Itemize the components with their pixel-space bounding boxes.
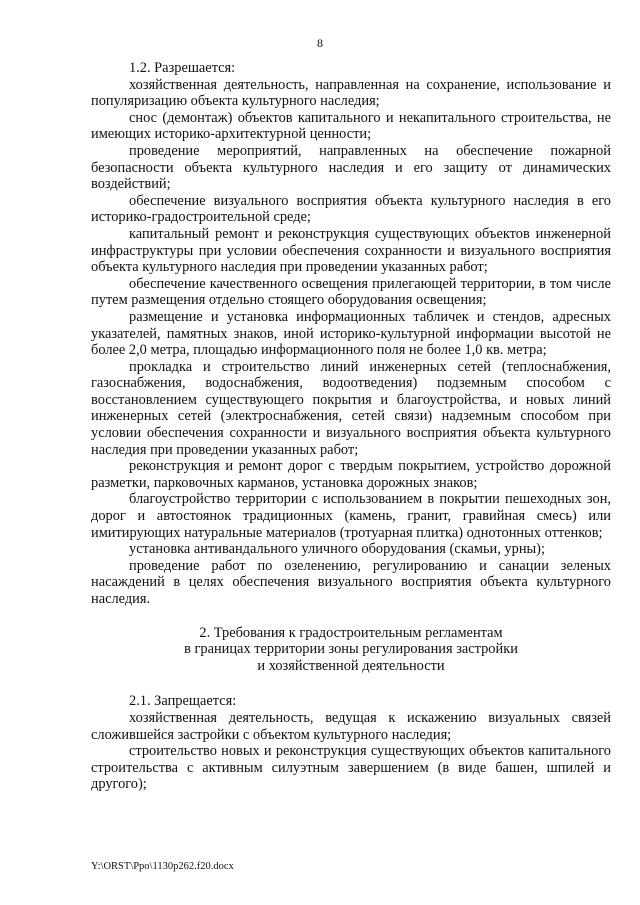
heading-line: в границах территории зоны регулирования застройки (184, 641, 518, 658)
paragraph: проведение мероприятий, направленных на обеспечение пожарной безопасности объекта культурного наследия и его защиту от динамических воздействий; (91, 142, 611, 193)
paragraph: обеспечение качественного освещения прилегающей территории, в том числе путем размещения отдельно стоящего оборудования освещения; (91, 275, 611, 309)
paragraph: реконструкция и ремонт дорог с твердым покрытием, устройство дорожной разметки, парковочных карманов, установка дорожных знаков; (91, 458, 611, 491)
footer-file-path: Y:\ORST\Ppo\1130p262.f20.docx (91, 861, 234, 872)
section-1-2-title: 1.2. Разрешается: (129, 60, 236, 76)
section-2-1-title: 2.1. Запрещается: (129, 693, 237, 710)
section-2-heading (91, 625, 611, 675)
document-body (91, 60, 611, 793)
paragraph: обеспечение визуального восприятия объекта культурного наследия в его историко-градостроительной среде; (91, 192, 611, 226)
paragraph: капитальный ремонт и реконструкция существующих объектов инженерной инфраструктуры при условии обеспечения сохранности и визуального восприятия объекта культурного наследия при проведении указанных работ; (91, 225, 611, 276)
paragraph: прокладка и строительство линий инженерных сетей (теплоснабжения, газоснабжения, водоснабжения, водоотведения) подземным способом с восстановлением существующего покрытия и благоустройства, и новых линий инженерных сетей (электроснабжения, сетей связи) надземным способом при условии обеспечения сохранности и визуального восприятия объекта культурного наследия при проведении указанных работ; (91, 358, 611, 458)
heading-line: и хозяйственной деятельности (257, 657, 445, 674)
page-number: 8 (317, 36, 323, 50)
paragraph: проведение работ по озеленению, регулированию и санации зеленых насаждений в целях обеспечения визуального восприятия объекта культурного наследия. (91, 557, 611, 607)
paragraph: снос (демонтаж) объектов капитального и некапитального строительства, не имеющих историко-архитектурной ценности; (91, 109, 611, 143)
paragraph: хозяйственная деятельность, направленная на сохранение, использование и популяризацию объекта культурного наследия; (91, 76, 611, 110)
paragraph: строительство новых и реконструкция существующих объектов капитального строительства с активным силуэтным завершением (в виде башен, шпилей и другого); (91, 743, 611, 793)
heading-line: 2. Требования к градостроительным регламентам (199, 624, 503, 641)
paragraph: размещение и установка информационных табличек и стендов, адресных указателей, памятных знаков, иной историко-культурной информации высотой не более 2,0 метра, площадью информационного поля не более 1,0 кв. метра; (91, 308, 611, 359)
paragraph: хозяйственная деятельность, ведущая к искажению визуальных связей сложившейся застройки с объектом культурного наследия; (91, 709, 611, 743)
paragraph: благоустройство территории с использованием в покрытии пешеходных зон, дорог и автостоянок традиционных (камень, гранит, гравийная смесь) или имитирующих натуральные материалов (тротуарная плитка) однотонных оттенков; (91, 491, 611, 541)
paragraph: установка антивандального уличного оборудования (скамьи, урны); (129, 541, 545, 558)
